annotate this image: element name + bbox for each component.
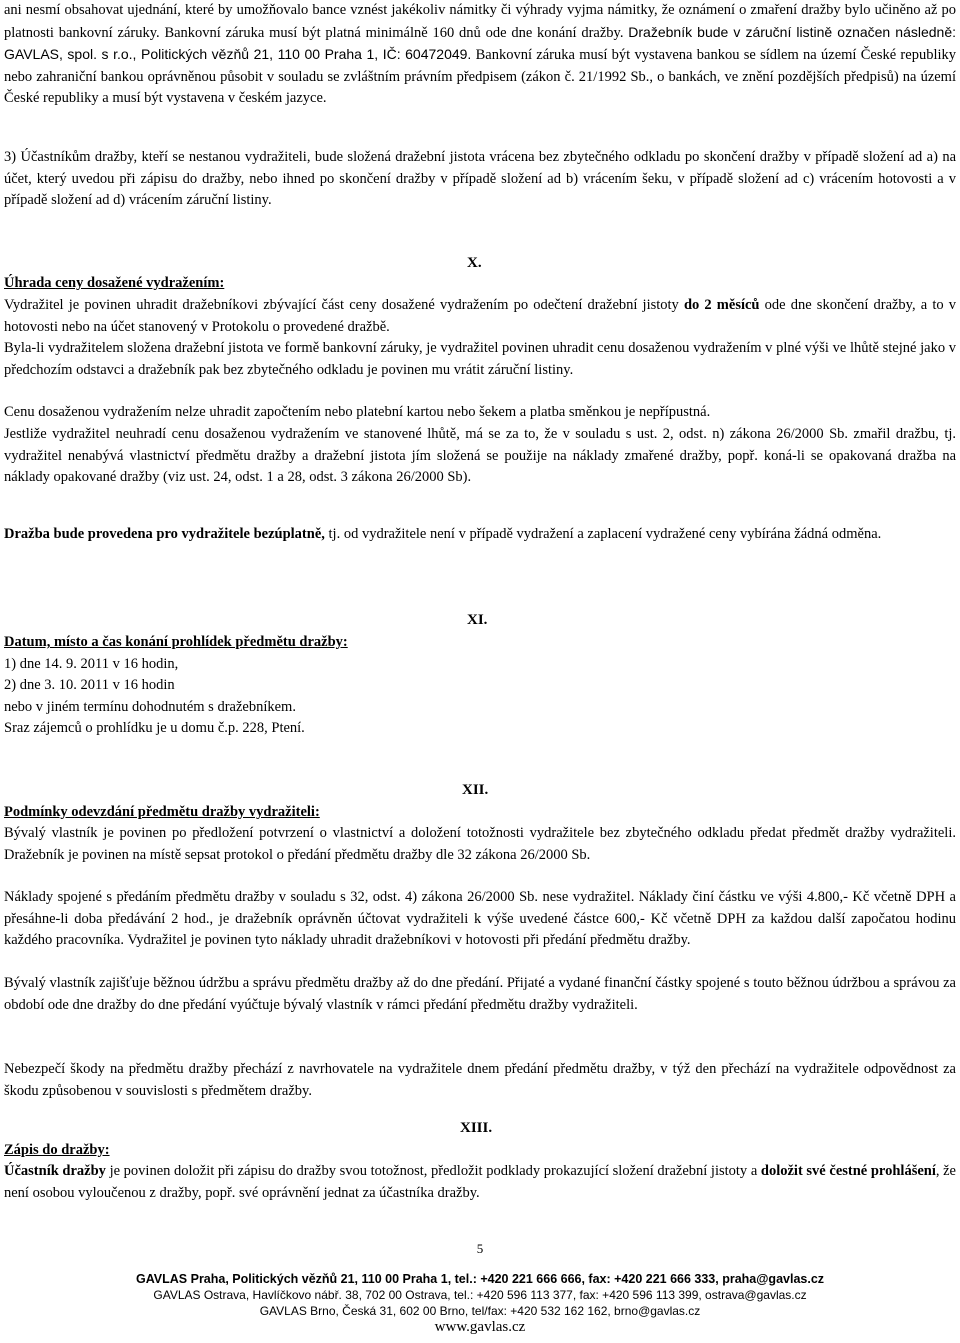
section-xii-number: XII. xyxy=(462,782,489,798)
section-xi-number: XI. xyxy=(467,612,488,628)
section-xii-heading xyxy=(4,802,956,824)
text: Vydražitel je povinen uhradit dražebníkovi zbývající část ceny dosažené vydražením po odečtení dražební jistoty xyxy=(4,297,684,313)
section-xii-paragraph-4: Nebezpečí škody na předmětu dražby přechází z navrhovatele na vydražitele dnem předání předmětu dražby, v týž den přechází na vydražitele odpovědnost za škodu způsobenou v souvislosti s předmětem dražby. xyxy=(4,1061,956,1099)
section-heading: Úhrada ceny dosažené vydražením: xyxy=(4,275,225,291)
paragraph-bank-guarantee xyxy=(4,0,956,110)
text: tj. od vydražitele není v případě vydražení a zaplacení vydražené ceny vybírána žádná odměna. xyxy=(324,526,882,542)
section-x-heading xyxy=(4,273,956,295)
footer xyxy=(0,1271,960,1335)
bold-text: do 2 měsíců xyxy=(683,297,760,313)
paragraph-text-sans: Dražebník bude v záruční listině označen následně: GAVLAS, spol. s r.o., Politických vězňů 21, 110 00 Praha 1, IČ: 60472049. xyxy=(4,23,956,62)
text: ode dne skončení dražby, a to v hotovosti nebo na účet stanovený v Protokolu o provedené dražbě. xyxy=(4,297,957,335)
section-xiii-heading xyxy=(4,1140,956,1162)
bold-text: Dražba bude provedena pro vydražitele bezúplatně, xyxy=(4,526,325,542)
bold-text: doložit své čestné prohlášení xyxy=(760,1163,936,1179)
footer-brno: GAVLAS Brno, Česká 31, 602 00 Brno, tel/fax: +420 532 162 162, brno@gavlas.cz xyxy=(259,1304,701,1318)
section-heading: Zápis do dražby: xyxy=(4,1142,110,1158)
text: je povinen doložit při zápisu do dražby svou totožnost, předložit podklady prokazující složení dražební jistoty a xyxy=(105,1163,761,1179)
footer-website-link[interactable]: www.gavlas.cz xyxy=(434,1319,526,1335)
footer-ostrava: GAVLAS Ostrava, Havlíčkovo nábř. 38, 702 00 Ostrava, tel.: +420 596 113 377, fax: +420 596 113 399, ostrava@gavlas.cz xyxy=(153,1288,807,1302)
section-xii-paragraph-1: Bývalý vlastník je povinen po předložení potvrzení o vlastnictví a doložení totožnosti vydražitele bez zbytečného odkladu předat předmět dražby vydražiteli. Dražebník je povinen na místě sepsat protokol o předání předmětu dražby dle 32 zákona 26/2000 Sb. xyxy=(4,825,956,863)
inspection-note: nebo v jiném termínu dohodnutém s dražebníkem. xyxy=(4,698,296,715)
footer-praha: GAVLAS Praha, Politických vězňů 21, 110 00 Praha 1, tel.: +420 221 666 666, fax: +420 221 666 333, praha@gavlas.cz xyxy=(135,1272,825,1286)
section-x-paragraph-3: Cenu dosaženou vydražením nelze uhradit započtením nebo platební kartou nebo šekem a platba směnkou je nepřípustná. xyxy=(4,404,711,420)
inspection-date-2: 2) dne 3. 10. 2011 v 16 hodin xyxy=(4,677,175,693)
inspection-date-1: 1) dne 14. 9. 2011 v 16 hodin, xyxy=(4,655,179,672)
section-x-paragraph-5 xyxy=(4,524,956,546)
section-x-paragraph-4: Jestliže vydražitel neuhradí cenu dosaženou vydražením ve stanovené lhůtě, má se za to, že v souladu s ust. 2, odst. n) zákona 26/2000 Sb. zmařil dražbu, tj. vydražitel nenabývá vlastnictví předmětu dražby a dražební jistota jím složená se použije na náklady zmařené dražby, popř. koná-li se opakovaná dražba na náklady opakované dražby (viz ust. 24, odst. 1 a 28, odst. 3 zákona 26/2000 Sb). xyxy=(4,426,956,485)
section-xii-paragraph-3: Bývalý vlastník zajišťuje běžnou údržbu a správu předmětu dražby až do dne předání. Přijaté a vydané finanční částky spojené s touto běžnou údržbou a správou za období ode dne dražby do dne předání vyúčtuje bývalý vlastník v rámci předání předmětu dražby vydražiteli. xyxy=(4,975,956,1013)
inspection-meeting-point: Sraz zájemců o prohlídku je u domu č.p. 228, Ptení. xyxy=(4,720,305,736)
section-x-paragraph-2: Byla-li vydražitelem složena dražební jistota ve formě bankovní záruky, je vydražitel povinen uhradit cenu dosaženou vydražením v plné výši ve lhůtě stejné jako v předchozím odstavci a dražebník pak bez zbytečného odkladu je povinen mu vrátit záruční listiny. xyxy=(4,340,956,378)
section-heading: Podmínky odevzdání předmětu dražby vydražiteli: xyxy=(4,804,320,820)
section-heading: Datum, místo a čas konání prohlídek předmětu dražby: xyxy=(4,634,348,650)
paragraph-3: 3) Účastníkům dražby, kteří se nestanou vydražiteli, bude složená dražební jistota vrácena bez zbytečného odkladu po skončení dražby v případě složení ad a) na účet, který uvedou při zápisu do dražby, nebo ihned po skončení dražby v případě složení ad b) vrácením šeku, v případě složení ad c) vrácením hotovosti a v případě složení ad d) vrácením záruční listiny. xyxy=(4,149,956,208)
section-xiii-number: XIII. xyxy=(460,1120,493,1136)
text: , že není osobou vyloučenou z dražby, popř. své oprávnění jednat za účastníka dražby. xyxy=(4,1163,956,1201)
paragraph-text: Bankovní záruka musí být vystavena bankou se sídlem na území České republiky nebo zahraniční bankou oprávněnou působit v souladu se zvláštním právním předpisem (zákon č. 21/1992 Sb., o bankách, ve znění pozdějších předpisů) na území České republiky a musí být vystavena v českém jazyce. xyxy=(4,47,957,106)
section-x-number: X. xyxy=(467,255,482,271)
paragraph-text: ani nesmí obsahovat ujednání, které by umožňovalo bance vznést jakékoliv námitky či výhrady vyjma námitky, že oznámení o zmaření dražby bylo učiněno až po platnosti bankovní záruky. Bankovní záruka musí být platná minimálně 160 dnů ode dne konání dražby. xyxy=(4,2,956,41)
section-xii-paragraph-2: Náklady spojené s předáním předmětu dražby v souladu s 32, odst. 4) zákona 26/2000 Sb. nese vydražitel. Náklady činí částku ve výši 4.800,- Kč včetně DPH a přesáhne-li doba předávání 2 hod., je dražebník oprávněn účtovat vydražiteli k výše uvedené částce 600,- Kč včetně DPH za každou další započatou hodinu každého pracovníka. Vydražitel je povinen tyto náklady uhradit dražebníkovi v hotovosti při předání předmětu dražby. xyxy=(4,889,956,948)
section-xi-block xyxy=(4,632,956,740)
section-x-paragraph-1 xyxy=(4,295,956,338)
bold-text: Účastník dražby xyxy=(4,1163,106,1179)
section-xiii-paragraph-1 xyxy=(4,1161,956,1204)
page-number: 5 xyxy=(476,1241,484,1256)
